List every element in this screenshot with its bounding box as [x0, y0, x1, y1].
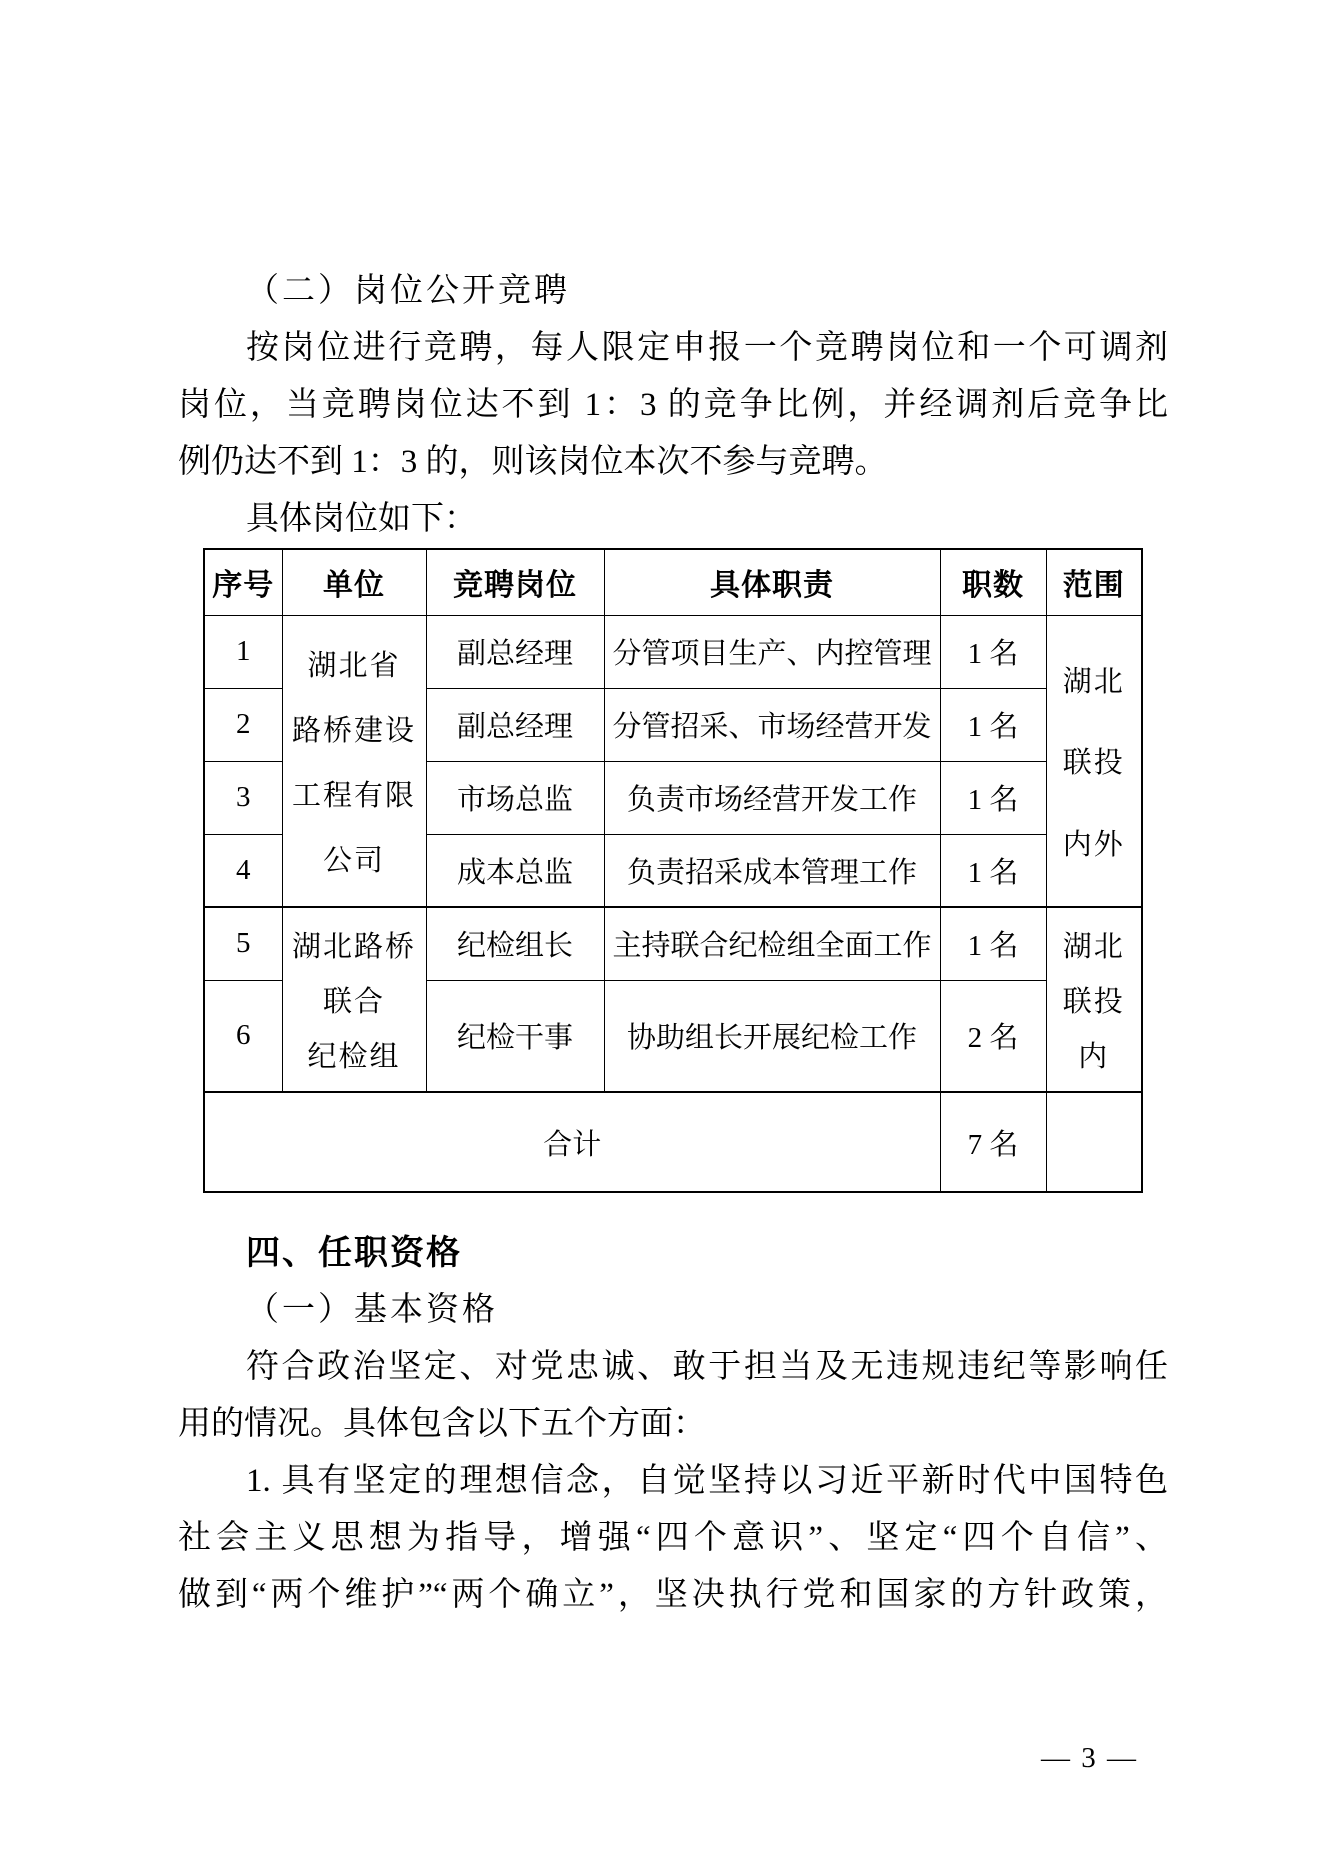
cell-headcount: 1 名 [940, 761, 1046, 834]
col-header-seq: 序号 [204, 549, 282, 615]
paragraph-line: 例仍达不到 1：3 的，则该岗位本次不参与竞聘。 [178, 444, 888, 480]
paragraph-line: 1. 具有坚定的理想信念，自觉坚持以习近平新时代中国特色 [246, 1463, 1168, 1499]
unit-line: 湖北路桥 [291, 931, 416, 964]
cell-duty: 分管招采、市场经营开发 [604, 688, 940, 761]
subsection-heading-basic: （一）基本资格 [246, 1292, 498, 1328]
cell-position: 市场总监 [426, 761, 604, 834]
cell-seq: 3 [204, 761, 282, 834]
col-header-headcount: 职数 [940, 549, 1046, 615]
unit-line: 纪检组 [307, 1040, 401, 1073]
cell-headcount: 1 名 [940, 615, 1046, 688]
cell-seq: 5 [204, 907, 282, 980]
scope-line: 内外 [1062, 828, 1125, 861]
scope-line: 湖北 [1062, 666, 1125, 698]
unit-line: 路桥建设 [291, 714, 416, 747]
table-row [204, 907, 1142, 980]
cell-seq: 4 [204, 834, 282, 907]
cell-position: 副总经理 [426, 688, 604, 761]
col-header-duty: 具体职责 [604, 549, 940, 615]
cell-headcount: 1 名 [940, 907, 1046, 980]
section-heading-qualifications: 四、任职资格 [246, 1234, 462, 1272]
cell-headcount: 2 名 [940, 980, 1046, 1092]
cell-seq: 2 [204, 688, 282, 761]
cell-scope-group-1 [1046, 615, 1142, 907]
cell-seq: 6 [204, 980, 282, 1092]
positions-table [203, 548, 1143, 1193]
cell-position: 纪检组长 [426, 907, 604, 980]
paragraph-line: 做到“两个维护”“两个确立”，坚决执行党和国家的方针政策， [178, 1577, 1168, 1613]
scope-lines [1047, 619, 1142, 903]
paragraph-line: 社会主义思想为指导，增强“四个意识”、坚定“四个自信”、 [178, 1520, 1168, 1556]
unit-name-lines [283, 911, 426, 1089]
scope-line: 联投 [1062, 747, 1125, 780]
unit-line: 工程有限 [291, 779, 416, 812]
col-header-position: 竞聘岗位 [426, 549, 604, 615]
page-number: — 3 — [1041, 1742, 1138, 1774]
table-row [204, 615, 1142, 688]
cell-position: 成本总监 [426, 834, 604, 907]
table-intro-line: 具体岗位如下： [246, 501, 477, 537]
cell-duty: 主持联合纪检组全面工作 [604, 907, 940, 980]
paragraph-line: 符合政治坚定、对党忠诚、敢于担当及无违规违纪等影响任 [246, 1349, 1168, 1385]
scope-lines [1047, 911, 1142, 1089]
unit-line: 公司 [322, 844, 385, 877]
unit-name-lines [283, 619, 426, 903]
document-content [178, 263, 1168, 1624]
col-header-scope: 范围 [1046, 549, 1142, 615]
cell-total-headcount: 7 名 [940, 1092, 1046, 1192]
scope-line: 内 [1078, 1040, 1110, 1073]
cell-seq: 1 [204, 615, 282, 688]
cell-unit-group-2 [282, 907, 426, 1092]
section-heading-competition: （二）岗位公开竞聘 [246, 273, 570, 309]
cell-position: 纪检干事 [426, 980, 604, 1092]
scope-line: 联投 [1062, 986, 1125, 1018]
cell-duty: 负责市场经营开发工作 [604, 761, 940, 834]
cell-headcount: 1 名 [940, 688, 1046, 761]
cell-position: 副总经理 [426, 615, 604, 688]
unit-line: 湖北省 [307, 649, 401, 682]
cell-unit-group-1 [282, 615, 426, 907]
cell-duty: 协助组长开展纪检工作 [604, 980, 940, 1092]
cell-total-scope [1046, 1092, 1142, 1192]
paragraph-line: 岗位，当竞聘岗位达不到 1：3 的竞争比例，并经调剂后竞争比 [178, 387, 1168, 423]
paragraph-line: 按岗位进行竞聘，每人限定申报一个竞聘岗位和一个可调剂 [246, 330, 1168, 366]
cell-headcount: 1 名 [940, 834, 1046, 907]
scope-line: 湖北 [1062, 931, 1125, 964]
table-header-row [204, 549, 1142, 615]
unit-line: 联合 [322, 986, 385, 1018]
paragraph-line: 用的情况。具体包含以下五个方面： [178, 1406, 706, 1442]
col-header-unit: 单位 [282, 549, 426, 615]
cell-duty: 负责招采成本管理工作 [604, 834, 940, 907]
table-total-row [204, 1092, 1142, 1192]
cell-scope-group-2 [1046, 907, 1142, 1092]
cell-duty: 分管项目生产、内控管理 [604, 615, 940, 688]
cell-total-label: 合计 [204, 1092, 940, 1192]
